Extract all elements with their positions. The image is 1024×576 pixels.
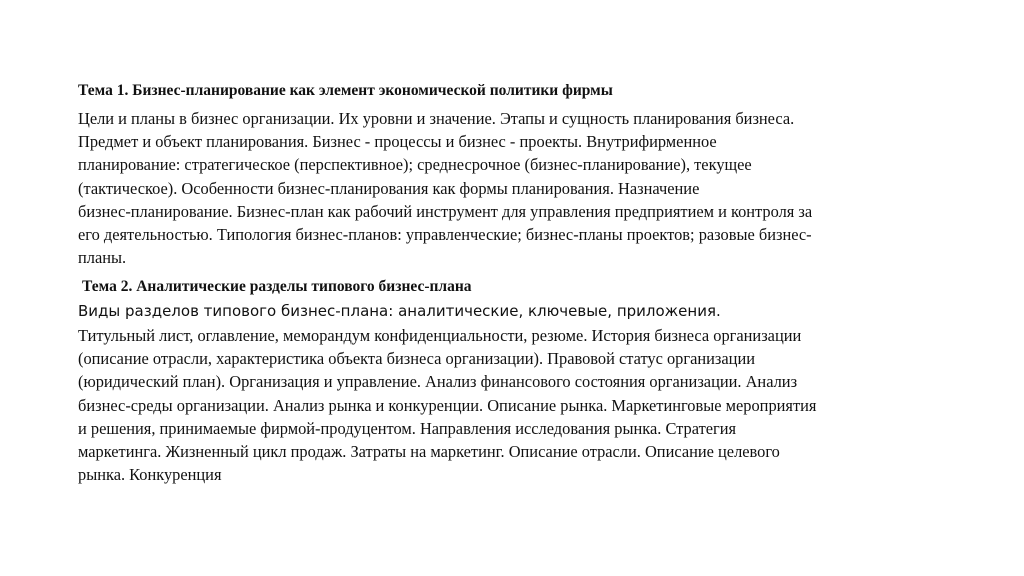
topic2-line: и решения, принимаемые фирмой-продуцентом. Направления исследования рынка. Стратегия — [78, 418, 737, 438]
topic2-subtitle: Виды разделов типового бизнес-плана: аналитические, ключевые, приложения. — [78, 302, 721, 320]
topic2-line: (юридический план). Организация и управление. Анализ финансового состояния организации. Анализ — [78, 372, 798, 392]
topic1-line: Предмет и объект планирования. Бизнес - процессы и бизнес - проекты. Внутрифирменное — [78, 132, 717, 152]
topic2-line: Титульный лист, оглавление, меморандум конфиденциальности, резюме. История бизнеса организации — [78, 326, 802, 345]
topic1-line: (тактическое). Особенности бизнес-планирования как формы планирования. Назначение — [78, 178, 700, 198]
topic2-paragraph — [78, 324, 816, 486]
topic2-line: маркетинга. Жизненный цикл продаж. Затраты на маркетинг. Описание отрасли. Описание целевого — [78, 442, 780, 462]
topic1-line: планы. — [78, 248, 127, 268]
topic2-line: рынка. Конкуренция — [78, 465, 222, 485]
topic1-line: его деятельностью. Типология бизнес-планов: управленческие; бизнес-планы проектов; разовые бизнес- — [78, 225, 812, 245]
topic1-line: бизнес-планирование. Бизнес-план как рабочий инструмент для управления предприятием и контроля за — [78, 201, 813, 221]
topic1-paragraph — [78, 107, 812, 269]
topic2-line: (описание отрасли, характеристика объекта бизнеса организации). Правовой статус организации — [78, 349, 755, 369]
topic2-heading: Тема 2. Аналитические разделы типового бизнес-плана — [82, 278, 472, 295]
topic2-line: бизнес-среды организации. Анализ рынка и конкуренции. Описание рынка. Маркетинговые мероприятия — [78, 395, 817, 415]
topic1-heading: Тема 1. Бизнес-планирование как элемент экономической политики фирмы — [78, 82, 613, 99]
topic1-line: планирование: стратегическое (перспективное); среднесрочное (бизнес-планирование), текущее — [78, 155, 752, 175]
topic1-line: Цели и планы в бизнес организации. Их уровни и значение. Этапы и сущность планирования бизнеса. — [78, 109, 795, 128]
